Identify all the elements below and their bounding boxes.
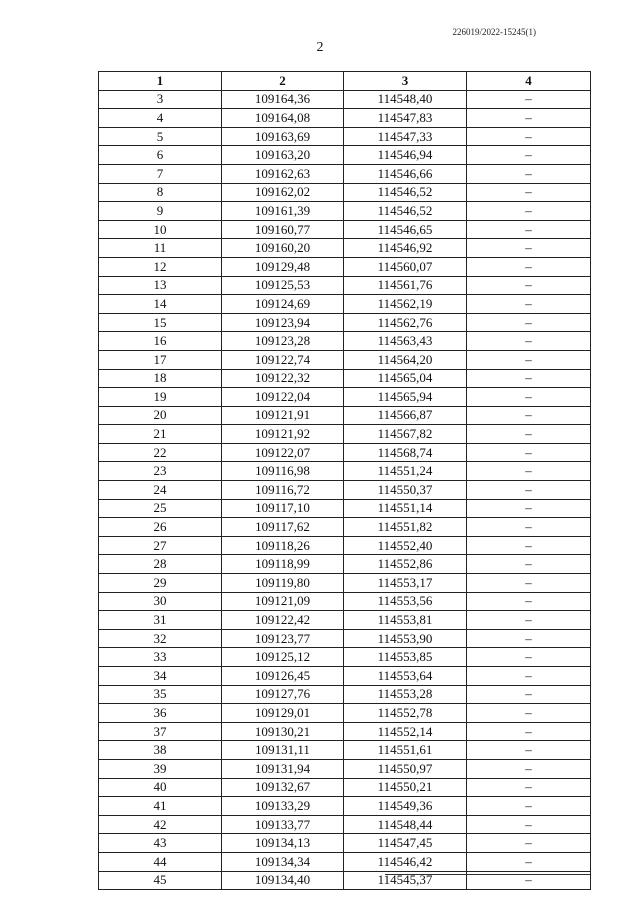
cell-note: –: [467, 109, 591, 128]
cell-x-coordinate: 109134,34: [222, 852, 344, 871]
cell-y-coordinate: 114548,40: [344, 90, 467, 109]
cell-point-number: 18: [99, 369, 222, 388]
column-header-y: 3: [344, 72, 467, 91]
table-row: [99, 425, 591, 444]
cell-y-coordinate: 114562,19: [344, 295, 467, 314]
cell-y-coordinate: 114551,61: [344, 741, 467, 760]
table-row: [99, 797, 591, 816]
cell-point-number: 27: [99, 536, 222, 555]
cell-point-number: 10: [99, 220, 222, 239]
cell-point-number: 45: [99, 871, 222, 890]
document-number: 226019/2022-15245(1): [452, 27, 536, 37]
cell-note: –: [467, 332, 591, 351]
cell-y-coordinate: 114552,40: [344, 536, 467, 555]
table-row: [99, 443, 591, 462]
cell-point-number: 26: [99, 518, 222, 537]
cell-x-coordinate: 109160,20: [222, 239, 344, 258]
cell-point-number: 5: [99, 127, 222, 146]
cell-point-number: 7: [99, 164, 222, 183]
cell-y-coordinate: 114552,86: [344, 555, 467, 574]
cell-x-coordinate: 109123,28: [222, 332, 344, 351]
cell-point-number: 31: [99, 611, 222, 630]
table-row: [99, 499, 591, 518]
page-number: 2: [316, 40, 324, 55]
table-row: [99, 592, 591, 611]
cell-x-coordinate: 109164,36: [222, 90, 344, 109]
cell-point-number: 16: [99, 332, 222, 351]
cell-y-coordinate: 114551,24: [344, 462, 467, 481]
table-row: [99, 611, 591, 630]
cell-point-number: 3: [99, 90, 222, 109]
cell-note: –: [467, 574, 591, 593]
table-row: [99, 164, 591, 183]
cell-x-coordinate: 109163,69: [222, 127, 344, 146]
cell-x-coordinate: 109164,08: [222, 109, 344, 128]
cell-y-coordinate: 114551,82: [344, 518, 467, 537]
table-row: [99, 257, 591, 276]
cell-point-number: 23: [99, 462, 222, 481]
cell-y-coordinate: 114562,76: [344, 313, 467, 332]
cell-point-number: 14: [99, 295, 222, 314]
cell-point-number: 13: [99, 276, 222, 295]
cell-y-coordinate: 114568,74: [344, 443, 467, 462]
cell-y-coordinate: 114565,94: [344, 388, 467, 407]
cell-note: –: [467, 685, 591, 704]
cell-note: –: [467, 462, 591, 481]
cell-y-coordinate: 114563,43: [344, 332, 467, 351]
cell-point-number: 4: [99, 109, 222, 128]
cell-y-coordinate: 114546,42: [344, 852, 467, 871]
cell-point-number: 43: [99, 834, 222, 853]
cell-note: –: [467, 667, 591, 686]
cell-y-coordinate: 114553,85: [344, 648, 467, 667]
column-header-note: 4: [467, 72, 591, 91]
cell-note: –: [467, 388, 591, 407]
cell-y-coordinate: 114545,37: [344, 871, 467, 890]
table-row: [99, 388, 591, 407]
cell-note: –: [467, 425, 591, 444]
cell-note: –: [467, 146, 591, 165]
column-header-point: 1: [99, 72, 222, 91]
table-row: [99, 518, 591, 537]
cell-x-coordinate: 109122,74: [222, 350, 344, 369]
table-row: [99, 239, 591, 258]
cell-y-coordinate: 114552,14: [344, 722, 467, 741]
cell-y-coordinate: 114546,52: [344, 183, 467, 202]
cell-note: –: [467, 499, 591, 518]
cell-y-coordinate: 114550,21: [344, 778, 467, 797]
cell-x-coordinate: 109118,26: [222, 536, 344, 555]
cell-x-coordinate: 109127,76: [222, 685, 344, 704]
cell-point-number: 6: [99, 146, 222, 165]
cell-y-coordinate: 114547,33: [344, 127, 467, 146]
table-row: [99, 667, 591, 686]
cell-note: –: [467, 722, 591, 741]
cell-point-number: 25: [99, 499, 222, 518]
cell-x-coordinate: 109122,32: [222, 369, 344, 388]
table-row: [99, 685, 591, 704]
table-row: [99, 852, 591, 871]
cell-point-number: 17: [99, 350, 222, 369]
table-row: [99, 127, 591, 146]
table-row: [99, 574, 591, 593]
cell-x-coordinate: 109130,21: [222, 722, 344, 741]
cell-y-coordinate: 114546,92: [344, 239, 467, 258]
table-row: [99, 202, 591, 221]
cell-note: –: [467, 759, 591, 778]
cell-note: –: [467, 443, 591, 462]
cell-note: –: [467, 518, 591, 537]
cell-point-number: 34: [99, 667, 222, 686]
table-row: [99, 555, 591, 574]
cell-x-coordinate: 109117,62: [222, 518, 344, 537]
cell-note: –: [467, 164, 591, 183]
table-row: [99, 332, 591, 351]
cell-point-number: 33: [99, 648, 222, 667]
cell-y-coordinate: 114566,87: [344, 406, 467, 425]
cell-x-coordinate: 109133,77: [222, 815, 344, 834]
cell-point-number: 12: [99, 257, 222, 276]
cell-y-coordinate: 114553,64: [344, 667, 467, 686]
cell-note: –: [467, 202, 591, 221]
table-row: [99, 146, 591, 165]
cell-note: –: [467, 313, 591, 332]
cell-y-coordinate: 114553,17: [344, 574, 467, 593]
cell-x-coordinate: 109129,48: [222, 257, 344, 276]
cell-note: –: [467, 741, 591, 760]
table-row: [99, 313, 591, 332]
cell-note: –: [467, 183, 591, 202]
footer-divider: [385, 874, 590, 875]
cell-y-coordinate: 114547,45: [344, 834, 467, 853]
cell-note: –: [467, 406, 591, 425]
cell-point-number: 21: [99, 425, 222, 444]
cell-y-coordinate: 114560,07: [344, 257, 467, 276]
table-row: [99, 704, 591, 723]
cell-point-number: 37: [99, 722, 222, 741]
table-row: [99, 369, 591, 388]
cell-x-coordinate: 109122,04: [222, 388, 344, 407]
table-row: [99, 778, 591, 797]
cell-y-coordinate: 114553,90: [344, 629, 467, 648]
cell-point-number: 8: [99, 183, 222, 202]
cell-point-number: 20: [99, 406, 222, 425]
cell-point-number: 32: [99, 629, 222, 648]
cell-point-number: 28: [99, 555, 222, 574]
cell-x-coordinate: 109123,94: [222, 313, 344, 332]
cell-note: –: [467, 611, 591, 630]
cell-x-coordinate: 109116,72: [222, 481, 344, 500]
cell-x-coordinate: 109122,42: [222, 611, 344, 630]
cell-point-number: 42: [99, 815, 222, 834]
cell-x-coordinate: 109118,99: [222, 555, 344, 574]
table-row: [99, 350, 591, 369]
cell-x-coordinate: 109133,29: [222, 797, 344, 816]
cell-x-coordinate: 109161,39: [222, 202, 344, 221]
cell-note: –: [467, 704, 591, 723]
cell-point-number: 40: [99, 778, 222, 797]
cell-x-coordinate: 109163,20: [222, 146, 344, 165]
cell-x-coordinate: 109124,69: [222, 295, 344, 314]
cell-y-coordinate: 114546,65: [344, 220, 467, 239]
cell-point-number: 39: [99, 759, 222, 778]
cell-point-number: 36: [99, 704, 222, 723]
cell-point-number: 11: [99, 239, 222, 258]
table-row: [99, 109, 591, 128]
cell-y-coordinate: 114565,04: [344, 369, 467, 388]
table-row: [99, 722, 591, 741]
cell-x-coordinate: 109121,91: [222, 406, 344, 425]
cell-point-number: 35: [99, 685, 222, 704]
cell-x-coordinate: 109132,67: [222, 778, 344, 797]
cell-note: –: [467, 592, 591, 611]
cell-note: –: [467, 555, 591, 574]
table-row: [99, 276, 591, 295]
cell-note: –: [467, 648, 591, 667]
cell-point-number: 44: [99, 852, 222, 871]
coordinates-table: [98, 71, 591, 890]
cell-point-number: 30: [99, 592, 222, 611]
cell-y-coordinate: 114546,94: [344, 146, 467, 165]
cell-y-coordinate: 114553,56: [344, 592, 467, 611]
table-row: [99, 815, 591, 834]
cell-note: –: [467, 295, 591, 314]
cell-point-number: 41: [99, 797, 222, 816]
table-row: [99, 536, 591, 555]
table-row: [99, 481, 591, 500]
cell-note: –: [467, 815, 591, 834]
table-row: [99, 90, 591, 109]
table-row: [99, 741, 591, 760]
cell-x-coordinate: 109162,02: [222, 183, 344, 202]
cell-x-coordinate: 109129,01: [222, 704, 344, 723]
table-header-row: [99, 72, 591, 91]
cell-x-coordinate: 109121,09: [222, 592, 344, 611]
cell-note: –: [467, 369, 591, 388]
cell-x-coordinate: 109119,80: [222, 574, 344, 593]
cell-point-number: 24: [99, 481, 222, 500]
cell-x-coordinate: 109131,94: [222, 759, 344, 778]
cell-x-coordinate: 109116,98: [222, 462, 344, 481]
table-row: [99, 759, 591, 778]
cell-note: –: [467, 481, 591, 500]
cell-note: –: [467, 127, 591, 146]
cell-point-number: 29: [99, 574, 222, 593]
cell-note: –: [467, 852, 591, 871]
cell-note: –: [467, 629, 591, 648]
table-row: [99, 406, 591, 425]
cell-x-coordinate: 109131,11: [222, 741, 344, 760]
cell-note: –: [467, 350, 591, 369]
cell-y-coordinate: 114561,76: [344, 276, 467, 295]
cell-x-coordinate: 109117,10: [222, 499, 344, 518]
cell-y-coordinate: 114564,20: [344, 350, 467, 369]
cell-note: –: [467, 257, 591, 276]
cell-point-number: 15: [99, 313, 222, 332]
cell-y-coordinate: 114553,28: [344, 685, 467, 704]
cell-x-coordinate: 109162,63: [222, 164, 344, 183]
cell-point-number: 19: [99, 388, 222, 407]
cell-x-coordinate: 109134,40: [222, 871, 344, 890]
cell-note: –: [467, 239, 591, 258]
cell-note: –: [467, 797, 591, 816]
cell-x-coordinate: 109134,13: [222, 834, 344, 853]
table-body: [99, 90, 591, 890]
cell-x-coordinate: 109123,77: [222, 629, 344, 648]
cell-y-coordinate: 114549,36: [344, 797, 467, 816]
table-row: [99, 295, 591, 314]
cell-y-coordinate: 114547,83: [344, 109, 467, 128]
cell-note: –: [467, 871, 591, 890]
cell-x-coordinate: 109121,92: [222, 425, 344, 444]
cell-y-coordinate: 114550,97: [344, 759, 467, 778]
cell-point-number: 38: [99, 741, 222, 760]
cell-x-coordinate: 109160,77: [222, 220, 344, 239]
cell-note: –: [467, 90, 591, 109]
table-row: [99, 220, 591, 239]
table-row: [99, 648, 591, 667]
cell-note: –: [467, 834, 591, 853]
cell-note: –: [467, 276, 591, 295]
table-row: [99, 462, 591, 481]
table-row: [99, 629, 591, 648]
cell-x-coordinate: 109126,45: [222, 667, 344, 686]
cell-note: –: [467, 536, 591, 555]
cell-y-coordinate: 114548,44: [344, 815, 467, 834]
cell-point-number: 9: [99, 202, 222, 221]
cell-y-coordinate: 114546,52: [344, 202, 467, 221]
cell-y-coordinate: 114551,14: [344, 499, 467, 518]
cell-note: –: [467, 778, 591, 797]
cell-y-coordinate: 114552,78: [344, 704, 467, 723]
column-header-x: 2: [222, 72, 344, 91]
cell-y-coordinate: 114550,37: [344, 481, 467, 500]
cell-x-coordinate: 109122,07: [222, 443, 344, 462]
table-row: [99, 834, 591, 853]
table-row: [99, 183, 591, 202]
cell-point-number: 22: [99, 443, 222, 462]
cell-x-coordinate: 109125,53: [222, 276, 344, 295]
cell-note: –: [467, 220, 591, 239]
cell-y-coordinate: 114567,82: [344, 425, 467, 444]
cell-y-coordinate: 114553,81: [344, 611, 467, 630]
cell-y-coordinate: 114546,66: [344, 164, 467, 183]
cell-x-coordinate: 109125,12: [222, 648, 344, 667]
